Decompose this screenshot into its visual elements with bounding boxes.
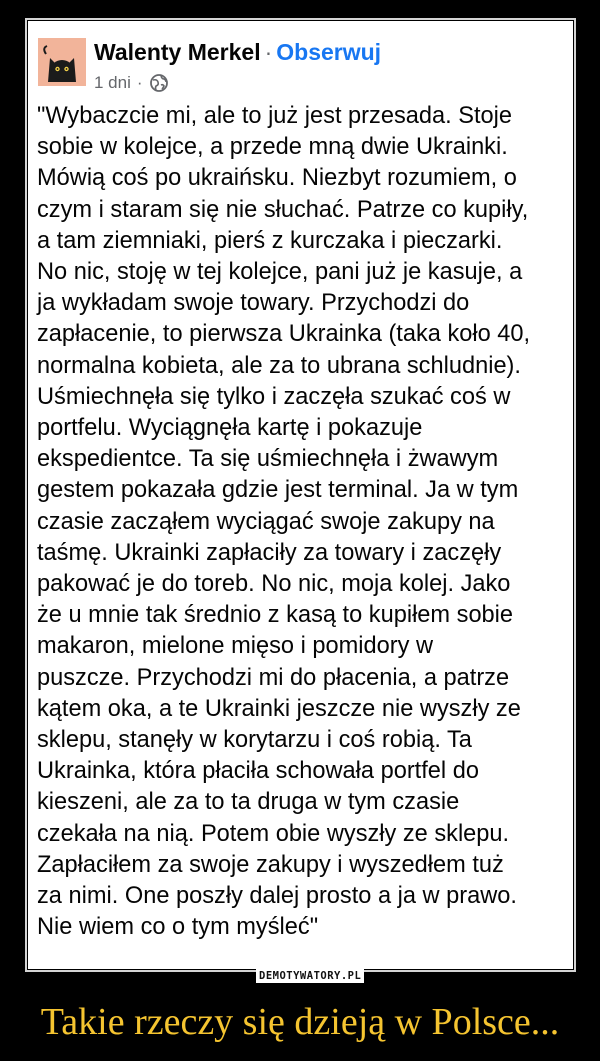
watermark: DEMOTYWATORY.PL xyxy=(256,969,364,983)
caption-title: Takie rzeczy się dzieją w Polsce... xyxy=(40,1001,560,1043)
follow-button[interactable]: Obserwuj xyxy=(276,39,382,65)
avatar[interactable] xyxy=(38,38,86,86)
post-body-text: "Wybaczcie mi, ale to już jest przesada. Stoje sobie w kolejce, a przede mną dwie Ukrainki. Mówią coś po ukraińsku. Niezbyt rozumiem, o czym i staram się nie słuchać. Patrze co kupiły, a tam ziemniaki, pierś z kurczaka i pieczarki. No nic, stoję w tej kolejce, pani już je kasuje, a ja wykładam swoje towary. Przychodzi do zapłacenie, to pierwsza Ukrainka (taka koło 40, normalna kobieta, ale za to ubrana schludnie). Uśmiechnęła się tylko i zaczęła szukać coś w portfelu. Wyciągnęła kartę i pokazuje ekspedientce. Ta się uśmiechnęła i żwawym gestem pokazała gdzie jest terminal. Ja w tym czasie zacząłem wyciągać swoje zakupy na taśmę. Ukrainki zapłaciły za towary i zaczęły pakować je do toreb. No nic, moja kolej. Jako że u mnie tak średnio z kasą to kupiłem sobie makaron, mielone mięso i pomidory w puszcze. Przychodzi mi do płacenia, a patrze kątem oka, a te Ukrainki jeszcze nie wyszły ze sklepu, stanęły w korytarzu i coś robią. Ta Ukrainka, która płaciła schowała portfel do kieszeni, ale za to ta druga w tym czasie czekała na nią. Potem obie wyszły ze sklepu. Zapłaciłem za swoje zakupy i wyszedłem tuż za nimi. One poszły dalej prosto a ja w prawo. Nie wiem co o tym myśleć" xyxy=(37,103,531,941)
globe-icon xyxy=(149,73,169,93)
facebook-post xyxy=(28,21,573,982)
author-name[interactable]: Walenty Merkel xyxy=(94,39,261,65)
post-time[interactable]: 1 dni xyxy=(94,73,131,92)
author-line xyxy=(94,39,381,66)
meta-separator: · xyxy=(136,73,143,92)
post-meta xyxy=(94,73,169,93)
cat-icon xyxy=(38,38,86,86)
post-header xyxy=(36,33,556,93)
separator: · xyxy=(264,39,273,65)
